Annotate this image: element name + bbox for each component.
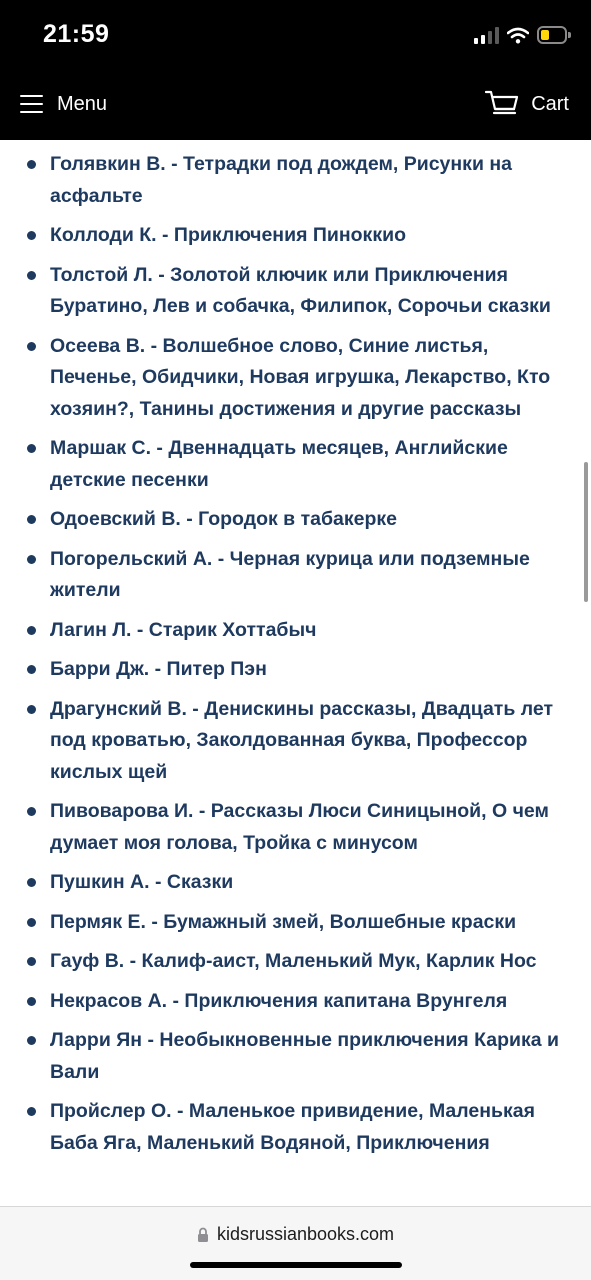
menu-label: Menu (57, 92, 108, 115)
list-item: Коллоди К. - Приключения Пиноккио (50, 220, 571, 252)
list-item: Барри Дж. - Питер Пэн (50, 654, 571, 686)
wifi-icon (507, 27, 529, 44)
battery-icon (537, 26, 567, 44)
list-item: Пушкин А. - Сказки (50, 867, 571, 899)
url-text[interactable]: kidsrussianbooks.com (216, 1224, 395, 1244)
list-item: Пивоварова И. - Рассказы Люси Синицыной, О чем думает моя голова, Тройка с минусом (50, 796, 571, 859)
lock-icon (197, 1227, 209, 1242)
book-list (0, 140, 591, 1159)
list-item: Осеева В. - Волшебное слово, Синие листья, Печенье, Обидчики, Новая игрушка, Лекарство, Кто хозяин?, Танины достижения и другие рассказы (50, 331, 571, 426)
status-time: 21:59 (43, 20, 110, 48)
list-item: Погорельский А. - Черная курица или подземные жители (50, 544, 571, 607)
battery-level (541, 30, 549, 40)
cart-icon (485, 90, 519, 118)
hamburger-icon (20, 95, 43, 113)
list-item: Толстой Л. - Золотой ключик или Приключения Буратино, Лев и собачка, Филипок, Сорочьи сказки (50, 260, 571, 323)
home-indicator[interactable] (190, 1262, 402, 1268)
list-item: Драгунский В. - Денискины рассказы, Двадцать лет под кроватью, Заколдованная буква, Профессор кислых щей (50, 694, 571, 789)
list-item: Пермяк Е. - Бумажный змей, Волшебные краски (50, 907, 571, 939)
cart-label: Cart (531, 92, 569, 115)
url-row[interactable] (0, 1224, 591, 1245)
top-bar (0, 0, 591, 140)
list-item: Маршак С. - Двеннадцать месяцев, Английские детские песенки (50, 433, 571, 496)
address-bar[interactable] (0, 1206, 591, 1280)
list-item: Пройслер О. - Маленькое привидение, Маленькая Баба Яга, Маленький Водяной, Приключения (50, 1096, 571, 1159)
signal-icon (474, 27, 499, 44)
list-item: Голявкин В. - Тетрадки под дождем, Рисунки на асфальте (50, 149, 571, 212)
list-item: Гауф В. - Калиф-аист, Маленький Мук, Карлик Нос (50, 946, 571, 978)
menu-button[interactable] (20, 88, 107, 120)
book-list-section (0, 140, 591, 1206)
cart-button[interactable] (485, 88, 569, 120)
list-item: Одоевский В. - Городок в табакерке (50, 504, 571, 536)
list-item: Некрасов А. - Приключения капитана Врунгеля (50, 986, 571, 1018)
scrollbar[interactable] (584, 462, 588, 602)
status-icons (474, 23, 567, 47)
list-item: Ларри Ян - Необыкновенные приключения Карика и Вали (50, 1025, 571, 1088)
list-item: Лагин Л. - Старик Хоттабыч (50, 615, 571, 647)
